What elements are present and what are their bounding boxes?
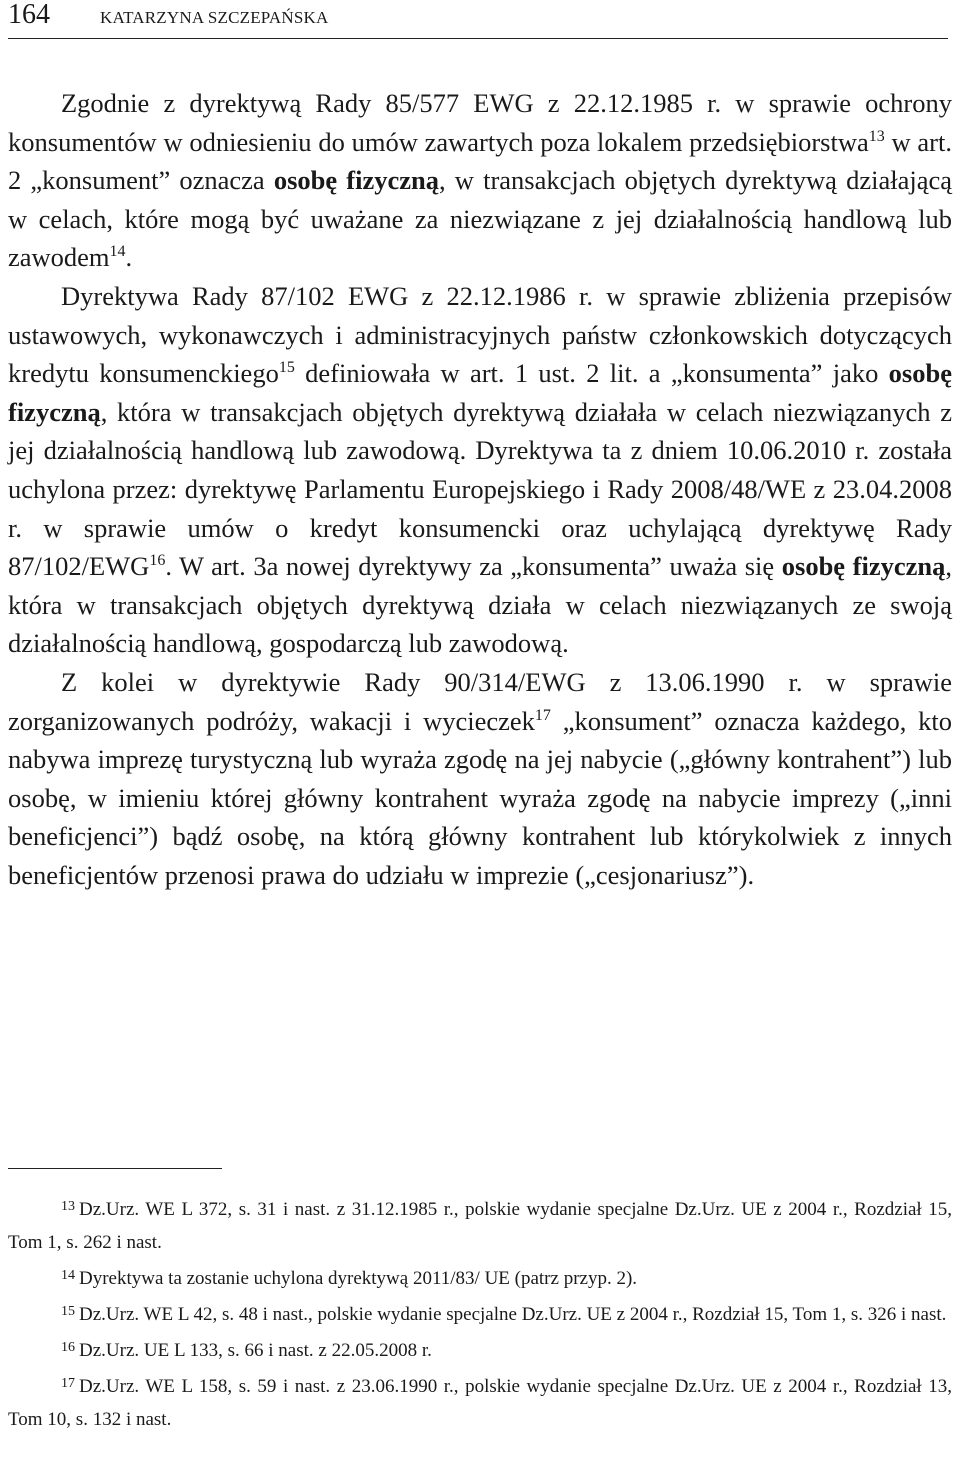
main-text [8,84,952,894]
footnote-number: 16 [61,1340,75,1355]
text-run: „konsument” oznacza każdego, kto nabywa imprezę turystyczną lub wyraża zgodę na jej nabycie („główny kontrahent”) lub osobę, w imieniu której główny kontrahent wyraża zgodę na nabycie imprezy („inni beneficjenci”) bądź osobę, na którą główny kontrahent lub którykolwiek z innych beneficjentów przenosi prawa do udziału w imprezie („cesjonariusz”). [8,705,952,890]
footnote-text: Dz.Urz. WE L 42, s. 48 i nast., polskie wydanie specjalne Dz.Urz. UE z 2004 r., Rozdział 15, Tom 1, s. 326 i nast. [79,1304,947,1325]
footnote-text: Dz.Urz. UE L 133, s. 66 i nast. z 22.05.2008 r. [79,1340,432,1361]
footnote-15 [8,1295,952,1331]
footnote-number: 17 [61,1376,75,1391]
footnote-17 [8,1367,952,1436]
footnote-number: 14 [61,1268,75,1283]
footnote-number: 15 [61,1304,75,1319]
footnote-number: 13 [61,1199,75,1214]
paragraph-2 [8,277,952,663]
text-run: definiowała w art. 1 ust. 2 lit. a „konsumenta” jako [294,358,889,389]
footnote-14 [8,1259,952,1295]
footnote-13 [8,1190,952,1259]
bold-term: osobę fizyczną [8,358,952,427]
footnote-text: Dz.Urz. WE L 372, s. 31 i nast. z 31.12.1985 r., polskie wydanie specjalne Dz.Urz. UE z 2004 r., Rozdział 15, Tom 1, s. 262 i nast. [8,1199,952,1253]
text-run: . [125,242,133,273]
paragraph-3 [8,663,952,895]
footnote-text: Dyrektywa ta zostanie uchylona dyrektywą 2011/83/ UE (patrz przyp. 2). [79,1268,638,1289]
bold-term: osobę fizyczną [273,165,440,196]
running-head-author: KATARZYNA SZCZEPAŃSKA [100,8,329,27]
footnotes [8,1190,952,1436]
text-run: , w transakcjach objętych dyrektywą działającą w celach, które mogą być uważane za niezwiązane z jej działalnością handlową lub zawodem [8,165,952,273]
text-run: Zgodnie z dyrektywą Rady 85/577 EWG z 22.12.1985 r. w sprawie ochrony konsumentów w odniesieniu do umów zawartych poza lokalem przedsiębiorstwa [8,88,952,157]
text-run: , która w transakcjach objętych dyrektywą działała w celach niezwiązanych z jej działalnością handlową lub zawodową. Dyrektywa ta z dniem 10.06.2010 r. została uchylona przez: dyrektywę Parlamentu Europejskiego i Rady 2008/48/WE z 23.04.2008 r. w sprawie umów o kredyt konsumencki oraz uchylającą dyrektywę Rady 87/102/EWG [8,396,952,582]
footnote-text: Dz.Urz. WE L 158, s. 59 i nast. z 23.06.1990 r., polskie wydanie specjalne Dz.Urz. UE z 2004 r., Rozdział 13, Tom 10, s. 132 i nast. [8,1376,952,1430]
text-run: Dyrektywa Rady 87/102 EWG z 22.12.1986 r. w sprawie zbliżenia przepisów ustawowych, wykonawczych i administracyjnych państw członkowskich dotyczących kredytu konsumenckiego [8,280,952,389]
paragraph-1 [8,84,952,277]
footnote-16 [8,1331,952,1367]
text-run: , która w transakcjach objętych dyrektywą działa w celach niezwiązanych ze swoją działalnością handlową, gospodarczą lub zawodową. [8,551,952,659]
page-number: 164 [8,0,50,30]
text-run: w art. 2 „konsument” oznacza [8,126,952,196]
footnote-ref-17[interactable]: 17 [534,706,551,724]
footnote-ref-16[interactable]: 16 [149,552,166,570]
footnote-ref-14[interactable]: 14 [109,243,126,261]
page-header [8,0,948,39]
footnote-ref-13[interactable]: 13 [868,127,885,145]
footnote-ref-15[interactable]: 15 [278,359,295,377]
text-run: Z kolei w dyrektywie Rady 90/314/EWG z 13.06.1990 r. w sprawie zorganizowanych podróży, wakacji i wycieczek [8,666,952,736]
text-run: . W art. 3a nowej dyrektywy za „konsumenta” uważa się [165,551,782,582]
bold-term: osobę fizyczną [781,551,946,582]
footnote-separator [8,1168,222,1169]
